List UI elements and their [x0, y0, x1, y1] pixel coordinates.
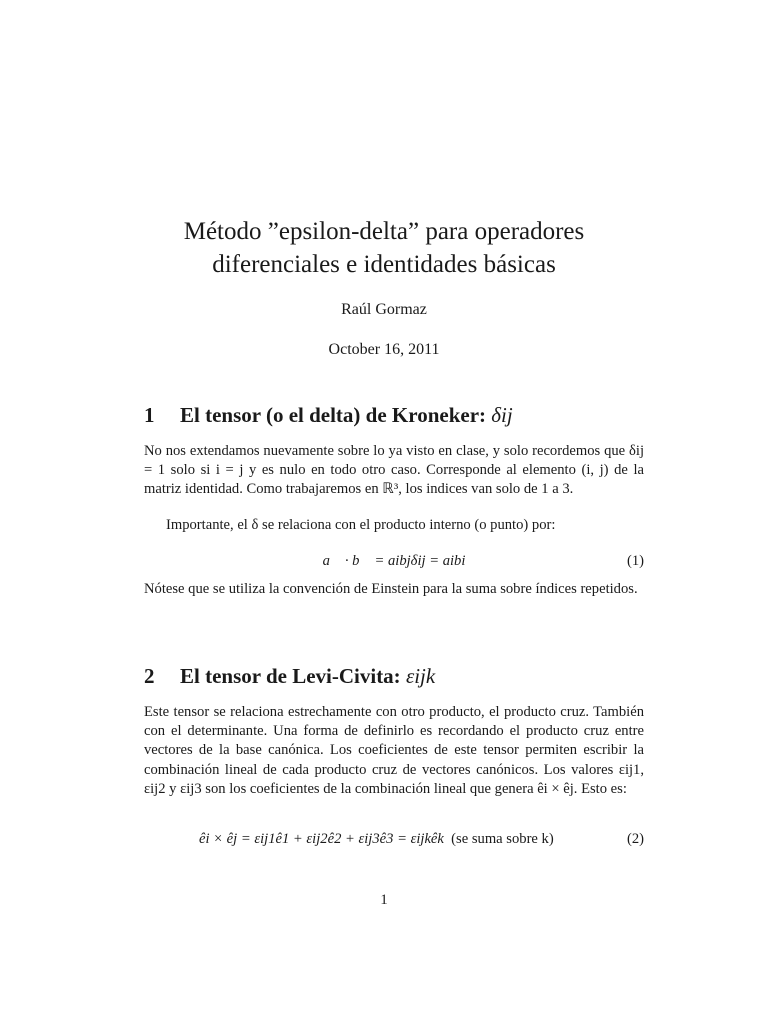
author: Raúl Gormaz — [341, 301, 427, 318]
section-number: 2 — [144, 664, 155, 688]
equation-1 — [144, 553, 644, 575]
title-line-1: Método ”epsilon-delta” para operadores — [183, 218, 585, 245]
section-1-heading — [144, 403, 513, 428]
equation-number: (1) — [626, 553, 644, 569]
paragraph: Importante, el δ se relaciona con el producto interno (o punto) por: — [166, 517, 556, 533]
section-title: El tensor (o el delta) de Kroneker: — [180, 403, 487, 427]
title-line-2: diferenciales e identidades básicas — [212, 251, 556, 278]
paragraph: Nótese que se utiliza la convención de Einstein para la suma sobre índices repetidos. — [144, 581, 638, 597]
equation-note: (se suma sobre k) — [451, 831, 554, 847]
paragraph: No nos extendamos nuevamente sobre lo ya visto en clase, y solo recordemos que δij = 1 solo si i = j y es nulo en todo otro caso. Corresponde al elemento (i, j) de la matriz identidad. Como trabajaremos en ℝ³, los indices van solo de 1 a 3. — [144, 443, 644, 498]
section-2-heading — [144, 664, 435, 689]
section-symbol: εijk — [405, 664, 436, 688]
section-symbol: δij — [491, 403, 513, 427]
date: October 16, 2011 — [328, 341, 440, 358]
equation-number: (2) — [626, 831, 644, 847]
equation-body — [199, 831, 644, 848]
section-title: El tensor de Levi-Civita: — [180, 664, 401, 688]
equation-body: a⃗ · b⃗ = aibjδij = aibi — [322, 553, 466, 569]
page-number: 1 — [380, 892, 388, 908]
equation-formula: êi × êj = εij1ê1 + εij2ê2 + εij3ê3 = εijkêk — [199, 831, 444, 847]
section-number: 1 — [144, 403, 155, 427]
paragraph: Este tensor se relaciona estrechamente con otro producto, el producto cruz. También con el determinante. Una forma de definirlo es recordando el producto cruz entre vectores de la base canónica. Los coeficientes de este tensor permiten escribir la combinación lineal de cada producto cruz de vectores canónicos. Los valores εij1, εij2 y εij3 son los coeficientes de la combinación lineal que genera êi × êj. Esto es: — [144, 704, 644, 797]
equation-2 — [144, 831, 644, 853]
